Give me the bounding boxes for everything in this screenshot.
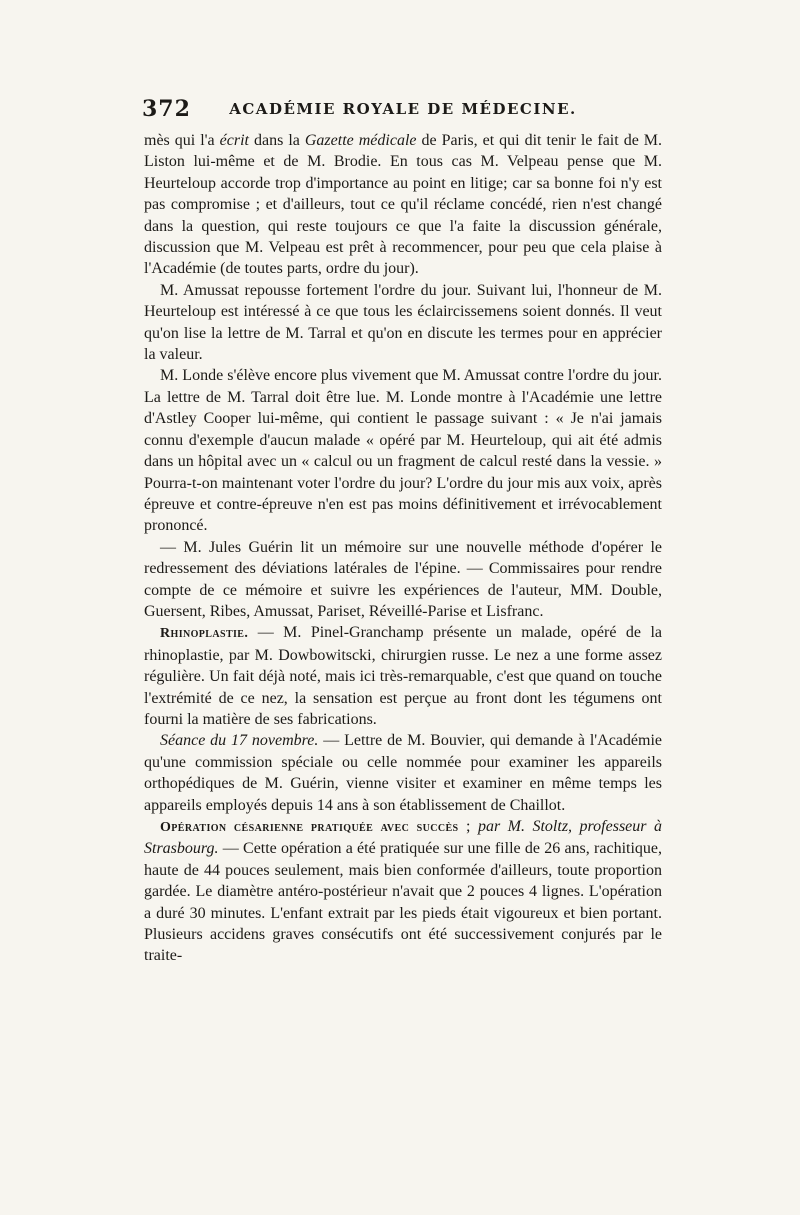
paragraph (144, 280, 662, 366)
text-run: mès qui l'a (144, 132, 220, 149)
paragraph (144, 365, 662, 536)
text-run: — Lettre de M. Bouvier, qui demande à l'Académie qu'une commission spéciale ou celle nommée pour examiner les appareils orthopédiques de M. Guérin, vienne visiter et examiner en même temps les appareils employés depuis 14 ans à son établissement de Chaillot. (144, 732, 663, 814)
paragraph (144, 730, 662, 816)
italic-run: Gazette médicale (304, 132, 417, 149)
italic-run: Séance du 17 novembre. (160, 732, 319, 750)
text-run: ; (458, 818, 478, 835)
text-run: — Cette opération a été pratiquée sur une fille de 26 ans, rachitique, haute de 44 pouces seulement, mais bien conformée d'ailleurs, toute proportion gardée. Le diamètre antéro-postérieur n'avait que 2 pouces 4 lignes. L'opération a duré 30 minutes. L'enfant extrait par les pieds était vigoureux et bien portant. Plusieurs accidens graves consécutifs ont été successivement conjurés par le traite- (144, 840, 662, 965)
page-number: 372 (142, 96, 191, 122)
paragraph (144, 622, 662, 730)
italic-run: par M. Stoltz, professeur à Strasbourg. (144, 818, 662, 858)
running-title: ACADÉMIE ROYALE DE MÉDECINE. (229, 100, 577, 118)
paragraph (144, 816, 662, 967)
text-run: M. Londe s'élève encore plus vivement que M. Amussat contre l'ordre du jour. La lettre de M. Tarral doit être lue. M. Londe montre à l'Académie une lettre d'Astley Cooper lui-même, qui contient le passage suivant : « Je n'ai jamais connu d'exemple d'aucun malade « opéré par M. Heurteloup, qui ait été admis dans un hôpital avec un « calcul ou un fragment de calcul resté dans la vessie. » Pourra-t-on maintenant voter l'ordre du jour? L'ordre du jour mis aux voix, après épreuve et contre-épreuve n'en est pas moins définitivement et irrévocablement prononcé. (144, 367, 662, 535)
text-run: dans la (248, 132, 305, 149)
paragraph (144, 537, 662, 623)
text-run: — M. Jules Guérin lit un mémoire sur une nouvelle méthode d'opérer le redressement des déviations latérales de l'épine. — Commissaires pour rendre compte de ce mémoire et suivre les expériences de l'auteur, MM. Double, Guersent, Ribes, Amussat, Pariset, Réveillé-Parise et Lisfranc. (144, 538, 662, 620)
text-run: de Paris, et qui dit tenir le fait de M. Liston lui-même et de M. Brodie. En tous cas M. Velpeau pense que M. Heurteloup accorde trop d'importance au point en litige; car sa bonne foi n'y est pas compromise ; et d'ailleurs, tout ce qu'il réclame concédé, rien n'est changé dans la question, qui reste toujours ce que l'a faite la discussion générale, discussion que M. Velpeau est prêt à recommencer, pour peu que cela plaise à l'Académie (de toutes parts, ordre du jour). (144, 132, 663, 278)
running-head (144, 96, 662, 126)
small-caps-heading: Opération césarienne pratiquée avec succès (160, 820, 459, 835)
text-run: — M. Pinel-Granchamp présente un malade, opéré de la rhinoplastie, par M. Dowbowitscki, chirurgien russe. Le nez a une forme assez régulière. Un fait déjà noté, mais ici très-remarquable, c'est que quand on touche l'extrémité de ce nez, la sensation est perçue au front dont les tégumens ont fourni la matière de ses fabrications. (144, 624, 662, 728)
small-caps-heading: Rhinoplastie. (160, 626, 249, 642)
body-text (144, 130, 662, 967)
paragraph (144, 130, 662, 280)
text-run: M. Amussat repousse fortement l'ordre du jour. Suivant lui, l'honneur de M. Heurteloup est intéressé à ce que tous les éclaircissemens soient donnés. Il veut qu'on lise la lettre de M. Tarral et qu'on en discute les termes pour en apprécier la valeur. (144, 281, 662, 364)
italic-run: écrit (219, 132, 249, 149)
